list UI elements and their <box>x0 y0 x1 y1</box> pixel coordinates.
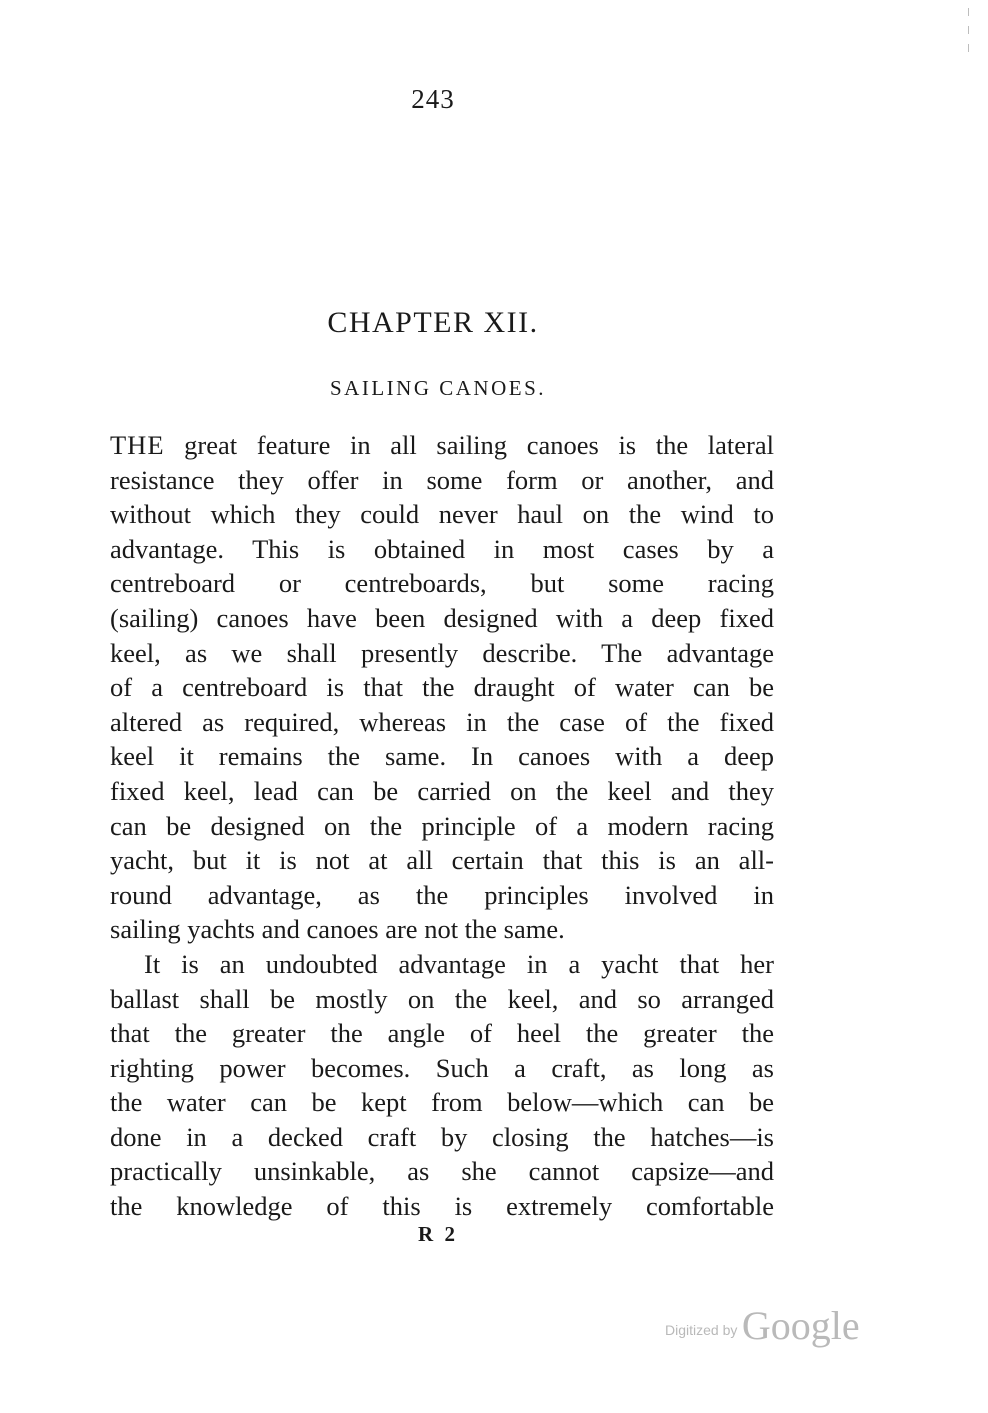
text-line: the water can be kept from below—which can be <box>110 1087 774 1118</box>
text-line: can be designed on the principle of a modern racing <box>110 810 774 841</box>
text-line: that the greater the angle of heel the greater the <box>110 1018 774 1049</box>
text-line: the knowledge of this is extremely comfortable <box>110 1191 774 1222</box>
text-line: fixed keel, lead can be carried on the keel and they <box>110 775 774 806</box>
text-line: advantage. This is obtained in most cases by a <box>110 533 774 564</box>
page-number: 243 <box>411 84 455 114</box>
text-line: keel it remains the same. In canoes with a deep <box>110 741 774 772</box>
signature-mark: R 2 <box>418 1222 458 1246</box>
text-line: sailing yachts and canoes are not the same. <box>110 914 565 945</box>
text-line: resistance they offer in some form or another, and <box>110 464 774 495</box>
text-line: practically unsinkable, as she cannot capsize—and <box>110 1156 774 1187</box>
text-line: round advantage, as the principles involved in <box>110 879 774 910</box>
body-text <box>110 428 774 1224</box>
text-line <box>110 428 774 463</box>
text-line: keel, as we shall presently describe. The advantage <box>110 637 774 668</box>
watermark-brand: Google <box>741 1303 860 1348</box>
paragraph-lead-word: THE <box>110 430 165 460</box>
scan-edge-marks <box>968 8 972 68</box>
watermark-prefix: Digitized by <box>665 1322 738 1338</box>
digitized-watermark <box>665 1302 860 1349</box>
chapter-title: CHAPTER XII. <box>327 306 539 339</box>
text-line: centreboard or centreboards, but some racing <box>110 568 774 599</box>
text-line: It is an undoubted advantage in a yacht that her <box>144 948 774 979</box>
text-line: ballast shall be mostly on the keel, and so arranged <box>110 983 774 1014</box>
text-line: of a centreboard is that the draught of water can be <box>110 672 774 703</box>
section-title: SAILING CANOES. <box>330 376 546 400</box>
text-line: (sailing) canoes have been designed with a deep fixed <box>110 602 774 633</box>
text-line: yacht, but it is not at all certain that this is an all- <box>110 845 774 876</box>
text-line: righting power becomes. Such a craft, as long as <box>110 1052 774 1083</box>
text-line: altered as required, whereas in the case of the fixed <box>110 706 774 737</box>
text-line-rest: great feature in all sailing canoes is the lateral <box>164 430 774 460</box>
text-line: done in a decked craft by closing the hatches—is <box>110 1121 774 1152</box>
text-line: without which they could never haul on the wind to <box>110 499 774 530</box>
